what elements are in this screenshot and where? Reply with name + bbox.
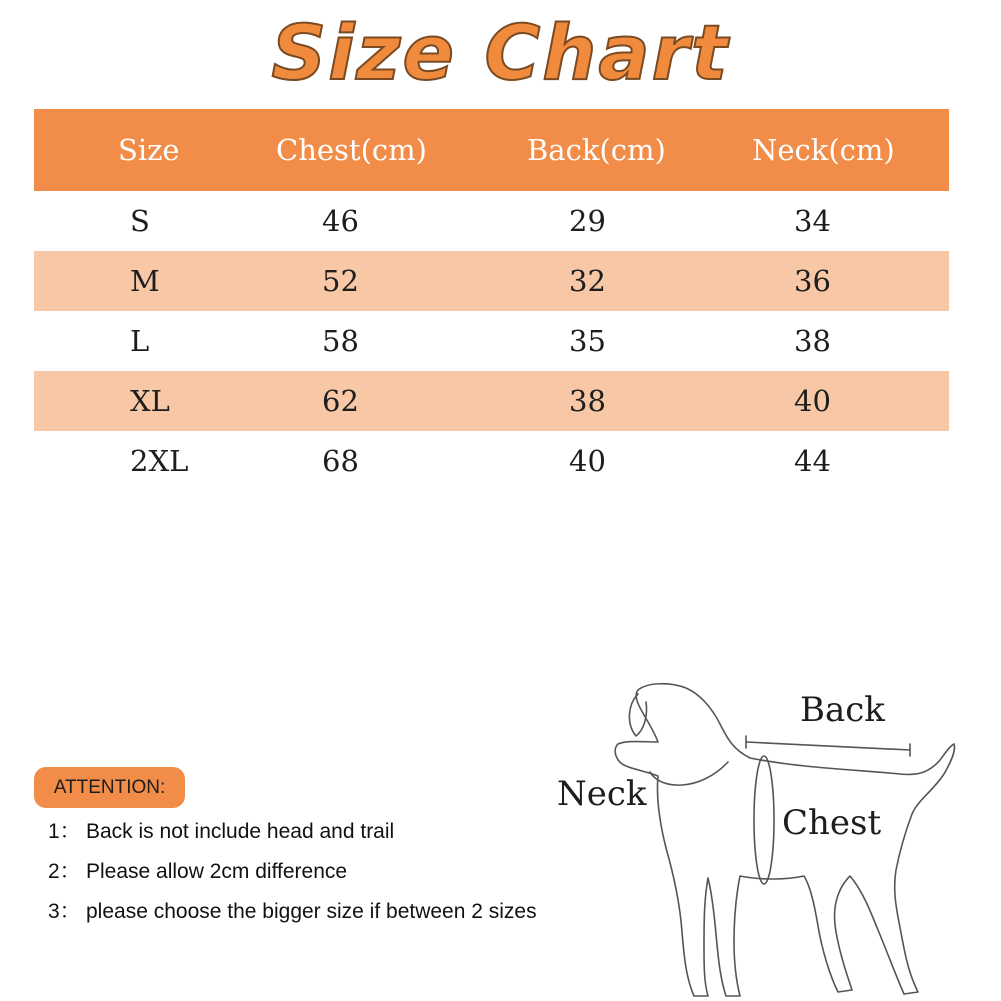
neck-cell: 40 — [794, 384, 831, 418]
neck-measure-line — [650, 762, 728, 785]
neck-cell: 36 — [794, 264, 831, 298]
back-cell: 35 — [569, 324, 606, 358]
note-number: 2： — [48, 860, 81, 883]
back-cell: 38 — [569, 384, 606, 418]
size-cell: XL — [130, 384, 170, 418]
back-cell: 32 — [569, 264, 606, 298]
page-title: Size Chart — [271, 8, 730, 97]
size-table — [34, 109, 949, 491]
table-row — [34, 371, 949, 431]
back-measure-line — [746, 742, 910, 750]
chest-cell: 52 — [322, 264, 359, 298]
size-cell: L — [130, 324, 150, 358]
neck-cell: 38 — [794, 324, 831, 358]
table-row — [34, 191, 949, 251]
neck-cell: 44 — [794, 444, 831, 478]
chest-measure-line — [754, 756, 774, 884]
back-cell: 29 — [569, 204, 606, 238]
chest-cell: 46 — [322, 204, 359, 238]
note-text: please choose the bigger size if between 2 sizes — [86, 900, 537, 923]
size-cell: M — [130, 264, 160, 298]
note-item — [48, 815, 394, 845]
note-text: Please allow 2cm difference — [86, 860, 348, 883]
note-text: Back is not include head and trail — [86, 820, 395, 843]
note-item — [48, 895, 537, 925]
header-back: Back(cm) — [527, 133, 666, 167]
chest-label: Chest — [782, 803, 882, 843]
back-cell: 40 — [569, 444, 606, 478]
chest-cell: 68 — [322, 444, 359, 478]
neck-cell: 34 — [794, 204, 831, 238]
note-number: 1： — [48, 820, 81, 843]
size-cell: 2XL — [130, 444, 189, 478]
note-number: 3： — [48, 900, 81, 923]
back-label: Back — [800, 690, 885, 730]
note-item — [48, 855, 347, 885]
header-size: Size — [118, 133, 180, 167]
table-row — [34, 251, 949, 311]
table-header-row — [34, 109, 949, 191]
table-row — [34, 311, 949, 371]
neck-label: Neck — [557, 774, 647, 814]
chest-cell: 58 — [322, 324, 359, 358]
header-chest: Chest(cm) — [276, 133, 427, 167]
attention-badge: ATTENTION: — [34, 767, 185, 808]
header-neck: Neck(cm) — [752, 133, 895, 167]
size-cell: S — [130, 204, 150, 238]
table-row — [34, 431, 949, 491]
chest-cell: 62 — [322, 384, 359, 418]
